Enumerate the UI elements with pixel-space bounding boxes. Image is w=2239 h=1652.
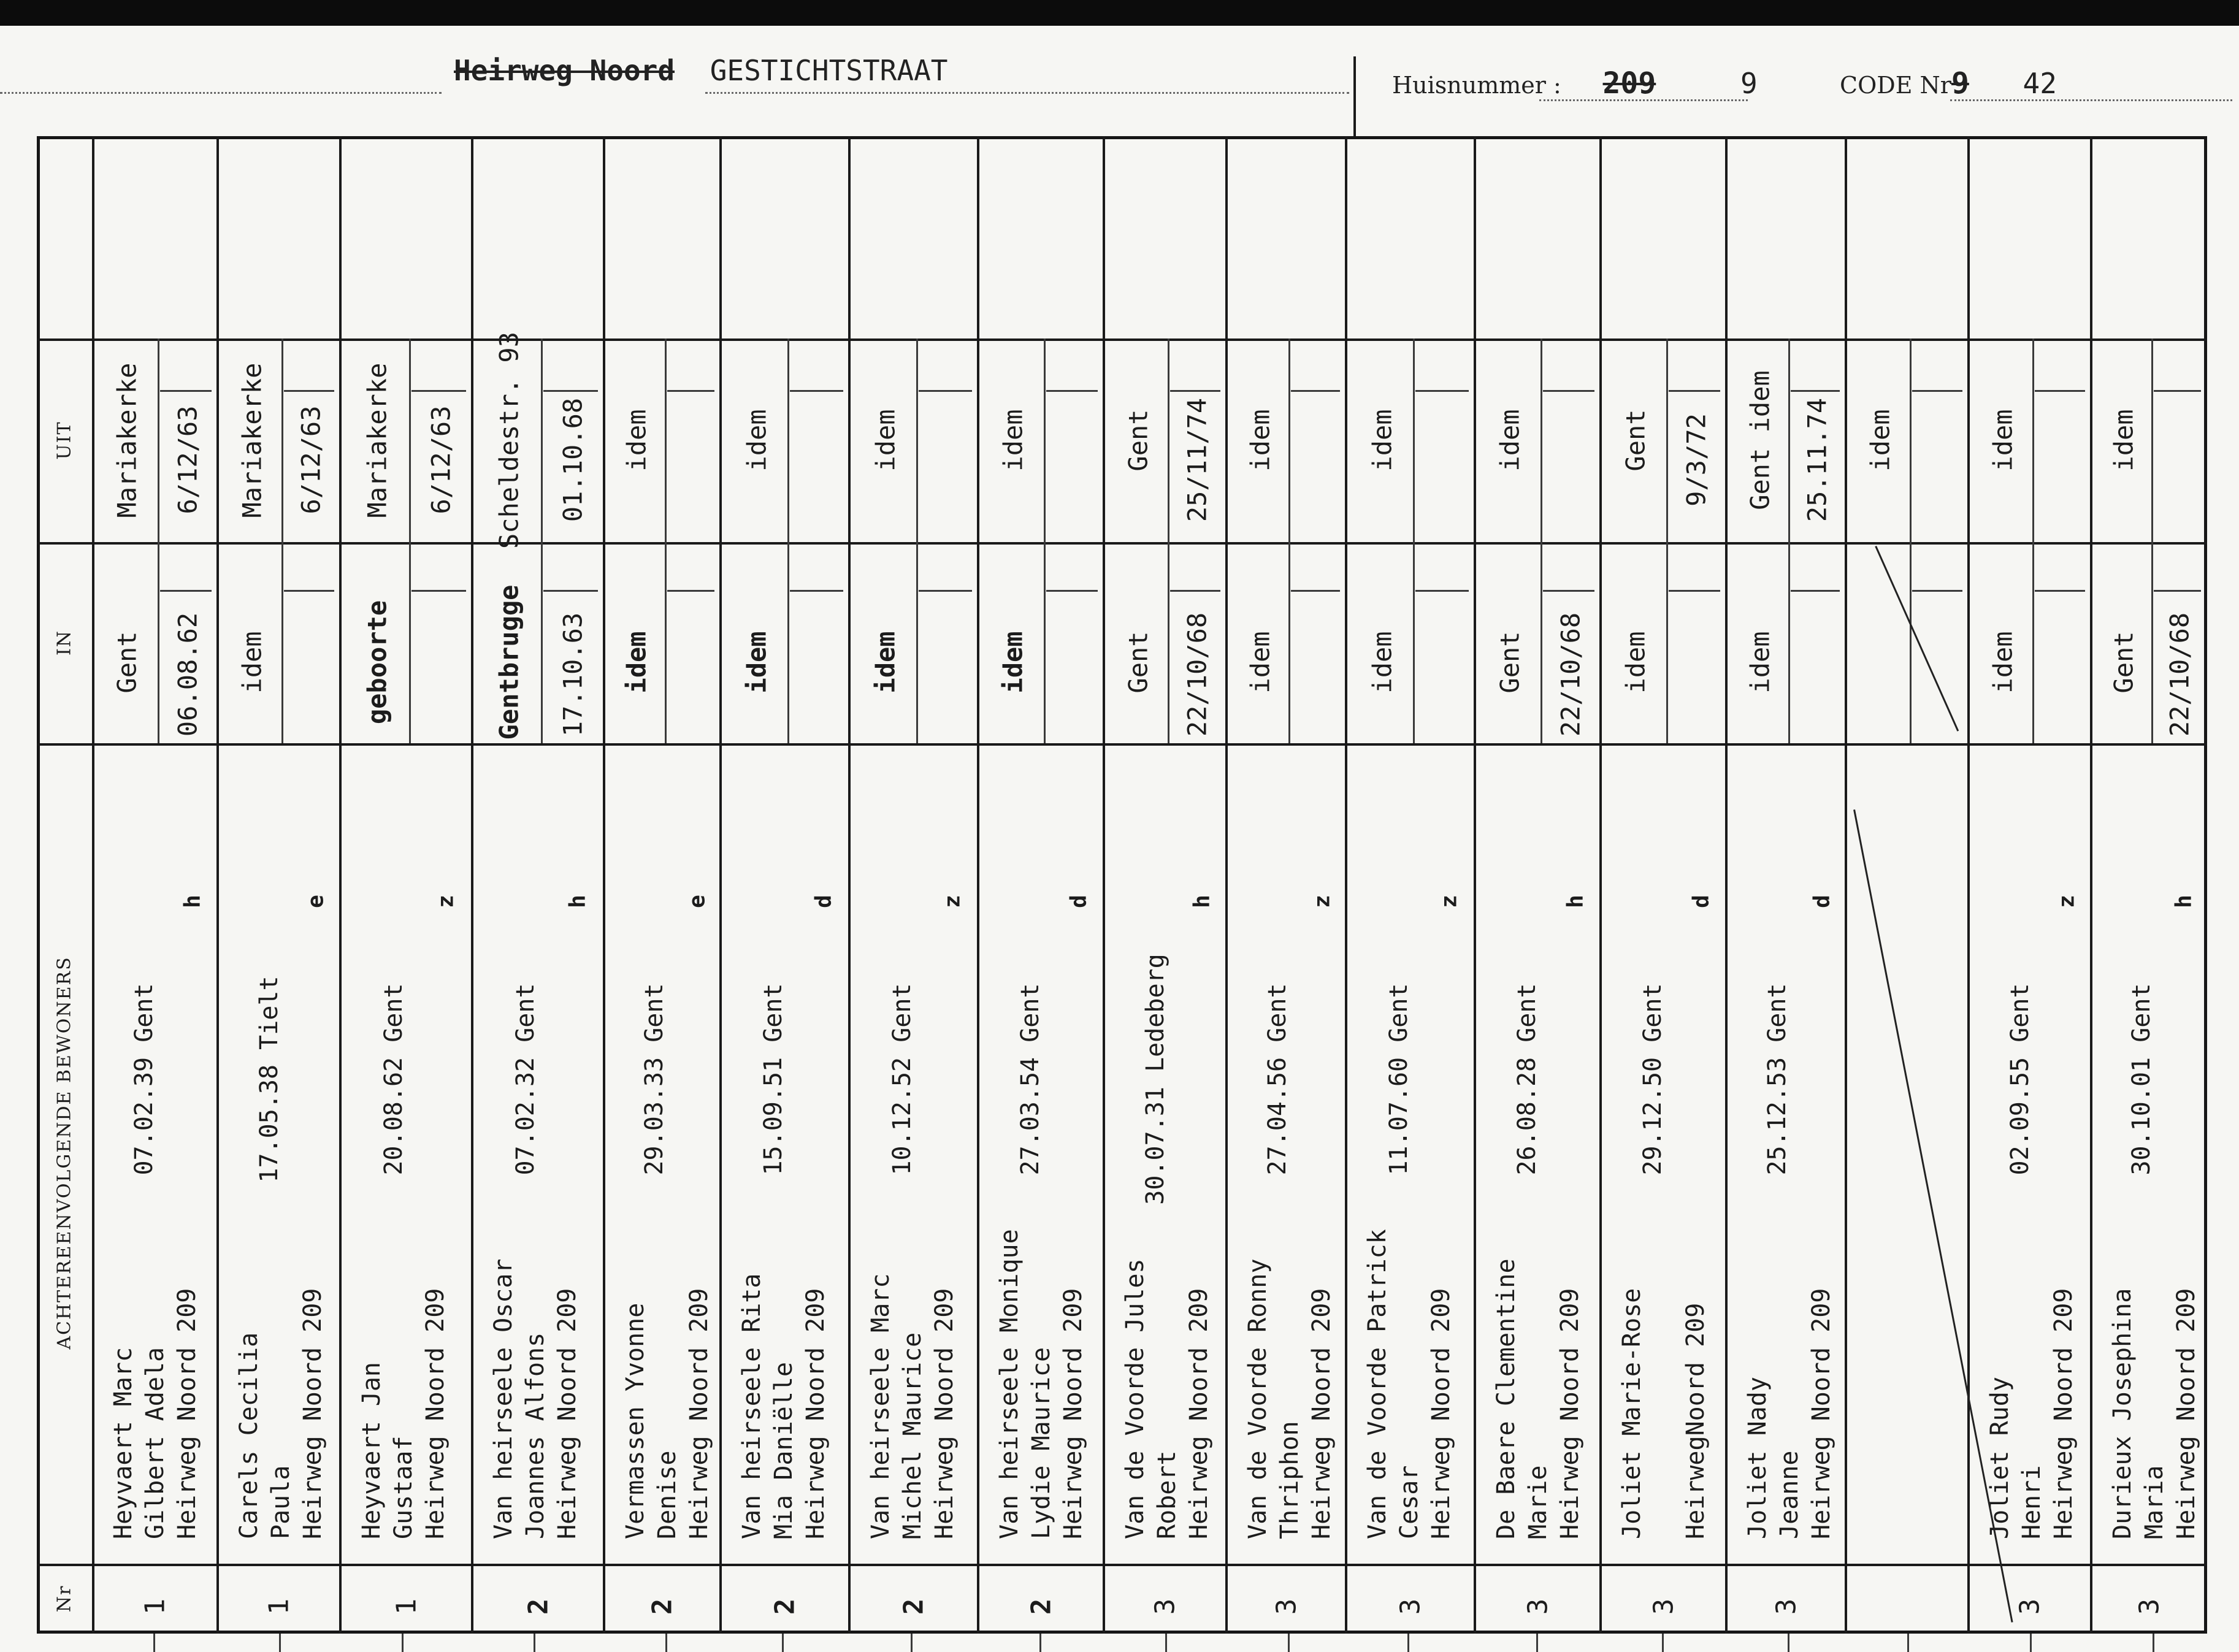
- huisnummer-new: 9: [1740, 67, 1758, 100]
- uit-place: Mariakerke: [112, 362, 142, 518]
- cell-tick: [1912, 390, 1962, 392]
- margin-tick: [1288, 1634, 1290, 1652]
- resident-name-line: Heirweg Noord 209: [1807, 1288, 1835, 1539]
- sub-column-divider: [1910, 542, 1912, 743]
- in-place: idem: [237, 631, 267, 694]
- in-place: Gent: [1123, 631, 1154, 694]
- sub-column-divider: [1168, 338, 1169, 542]
- sub-column-divider: [1413, 338, 1415, 542]
- margin-tick: [1662, 1634, 1664, 1652]
- birth-date-place: 20.08.62 Gent: [380, 983, 408, 1176]
- in-place: Gentbrugge: [494, 584, 524, 740]
- margin-tick: [279, 1634, 281, 1652]
- sub-column-divider: [2032, 338, 2034, 542]
- uit-place: idem: [1495, 409, 1525, 472]
- birth-date-place: 25.12.53 Gent: [1763, 983, 1791, 1176]
- sub-column-divider: [541, 542, 543, 743]
- huisnummer-field: [1392, 66, 1758, 101]
- cell-tick: [543, 390, 598, 392]
- uit-place: idem: [870, 409, 901, 472]
- in-date: 22/10/68: [1182, 612, 1212, 737]
- cell-tick: [1669, 590, 1720, 592]
- cell-tick: [284, 390, 334, 392]
- code-new: 42: [2023, 67, 2057, 100]
- resident-name-line: Van de Voorde Ronny: [1244, 1258, 1272, 1539]
- row-number: 1: [263, 1598, 295, 1615]
- sub-column-divider: [787, 542, 789, 743]
- cell-tick: [1669, 390, 1720, 392]
- sub-column-divider: [2032, 542, 2034, 743]
- resident-name-line: Durieux Josephina: [2108, 1288, 2137, 1539]
- resident-name-line: Van heirseele Rita: [738, 1273, 766, 1539]
- in-place: idem: [1745, 631, 1775, 694]
- cell-tick: [1415, 390, 1469, 392]
- in-date: 22/10/68: [2164, 612, 2195, 737]
- uit-place: idem: [1245, 409, 1276, 472]
- sub-column-divider: [409, 338, 411, 542]
- resident-name-line: Heyvaert Marc: [109, 1347, 137, 1539]
- resident-name-line: Gilbert Adela: [141, 1347, 169, 1539]
- row-divider: [216, 136, 219, 1634]
- cell-tick: [1791, 590, 1840, 592]
- cell-tick: [1291, 390, 1340, 392]
- resident-name-line: Van de Voorde Jules: [1121, 1258, 1149, 1539]
- resident-name-line: Henri: [2018, 1465, 2046, 1539]
- uit-place: idem: [741, 409, 772, 472]
- bewoners-band-top: [92, 743, 2207, 746]
- sex-code: z: [1436, 895, 1462, 908]
- cell-tick: [1791, 390, 1840, 392]
- cell-tick: [790, 390, 843, 392]
- margin-tick: [1907, 1634, 1909, 1652]
- in-place: idem: [1245, 631, 1276, 694]
- in-place: idem: [998, 631, 1028, 694]
- cell-tick: [1415, 590, 1469, 592]
- uit-place: Gent idem: [1745, 370, 1775, 510]
- row-divider: [1103, 136, 1105, 1634]
- birth-date-place: 10.12.52 Gent: [888, 983, 916, 1176]
- birth-date-place: 02.09.55 Gent: [2006, 983, 2034, 1176]
- in-place: idem: [870, 631, 901, 694]
- margin-tick: [153, 1634, 155, 1652]
- uit-date: 6/12/63: [296, 405, 326, 514]
- sub-column-divider: [1168, 542, 1169, 743]
- in-place: Gent: [112, 631, 142, 694]
- in-place: idem: [1988, 631, 2018, 694]
- uit-date: 6/12/63: [172, 405, 203, 514]
- in-place: idem: [621, 631, 652, 694]
- sub-column-divider: [1541, 338, 1542, 542]
- sub-column-divider: [541, 338, 543, 542]
- resident-name-line: Jeanne: [1775, 1450, 1804, 1539]
- cell-tick: [543, 590, 598, 592]
- code-field: [1840, 66, 2057, 101]
- in-date: 06.08.62: [172, 612, 203, 737]
- margin-tick: [534, 1634, 535, 1652]
- header-dotted-line: [0, 92, 442, 94]
- sub-column-divider: [916, 542, 918, 743]
- column-label-bewoners: ACHTEREENVOLGENDE BEWONERS: [53, 956, 75, 1350]
- cell-tick: [160, 590, 212, 592]
- resident-name-line: Van heirseele Monique: [995, 1229, 1024, 1539]
- column-label-uit: UIT: [53, 421, 75, 460]
- resident-name-line: HeirwegNoord 209: [1682, 1302, 1710, 1539]
- resident-name-line: Maria: [2140, 1465, 2168, 1539]
- birth-date-place: 11.07.60 Gent: [1385, 983, 1413, 1176]
- sex-code: h: [1189, 895, 1215, 908]
- uit-place: idem: [998, 409, 1028, 472]
- cell-tick: [2035, 590, 2085, 592]
- sub-column-divider: [1666, 338, 1668, 542]
- birth-date-place: 15.09.51 Gent: [759, 983, 787, 1176]
- resident-name-line: Heirweg Noord 209: [173, 1288, 201, 1539]
- uit-place: idem: [621, 409, 652, 472]
- birth-date-place: 27.04.56 Gent: [1263, 983, 1292, 1176]
- resident-name-line: Heirweg Noord 209: [685, 1288, 713, 1539]
- uit-place: Gent: [1620, 409, 1651, 472]
- resident-name-line: Joliet Marie-Rose: [1618, 1288, 1646, 1539]
- row-divider: [603, 136, 605, 1634]
- in-place: Gent: [1495, 631, 1525, 694]
- uit-place: idem: [1865, 409, 1896, 472]
- resident-name-line: Carels Cecilia: [235, 1332, 263, 1539]
- cell-tick: [1291, 590, 1340, 592]
- sex-code: z: [2054, 895, 2080, 908]
- cell-tick: [919, 390, 972, 392]
- cell-tick: [1543, 590, 1594, 592]
- cell-tick: [2154, 590, 2201, 592]
- in-date: 17.10.63: [557, 612, 588, 737]
- sub-column-divider: [1910, 338, 1912, 542]
- resident-name-line: Heirweg Noord 209: [2172, 1288, 2200, 1539]
- street-new-name: GESTICHTSTRAAT: [710, 54, 948, 87]
- cell-tick: [1170, 590, 1220, 592]
- resident-name-line: Robert: [1153, 1450, 1181, 1539]
- header-dotted-line: [1539, 99, 1748, 101]
- row-divider: [1345, 136, 1347, 1634]
- sub-column-divider: [281, 338, 283, 542]
- resident-name-line: Denise: [653, 1450, 681, 1539]
- row-number: 3: [1149, 1598, 1181, 1615]
- resident-name-line: Mia Daniëlle: [770, 1362, 798, 1539]
- sex-code: z: [940, 895, 965, 908]
- row-divider: [1725, 136, 1728, 1634]
- sub-column-divider: [1788, 542, 1790, 743]
- huisnummer-old: 209: [1602, 66, 1656, 101]
- cell-tick: [667, 390, 714, 392]
- cell-tick: [160, 390, 212, 392]
- row-divider: [1225, 136, 1228, 1634]
- resident-name-line: Van heirseele Oscar: [489, 1258, 518, 1539]
- row-number: 3: [1271, 1598, 1302, 1615]
- cell-tick: [1912, 590, 1962, 592]
- sex-code: z: [1309, 895, 1335, 908]
- huisnummer-label: Huisnummer :: [1392, 72, 1561, 99]
- sub-column-divider: [409, 542, 411, 743]
- resident-name-line: Van heirseele Marc: [867, 1273, 895, 1539]
- margin-tick: [1788, 1634, 1789, 1652]
- row-number: 3: [2014, 1598, 2046, 1615]
- label-column-divider: [92, 136, 94, 1634]
- sex-code: h: [1563, 895, 1588, 908]
- row-number: 3: [1648, 1598, 1679, 1615]
- sub-column-divider: [1044, 338, 1046, 542]
- sub-column-divider: [665, 542, 667, 743]
- row-number: 2: [898, 1598, 930, 1615]
- cell-tick: [284, 590, 334, 592]
- birth-date-place: 17.05.38 Tielt: [255, 976, 283, 1183]
- row-number: 1: [391, 1598, 422, 1615]
- street-header: [454, 54, 947, 87]
- resident-name-line: Joliet Rudy: [1986, 1377, 2014, 1539]
- resident-name-line: Heirweg Noord 209: [930, 1288, 959, 1539]
- margin-tick: [782, 1634, 784, 1652]
- cell-tick: [1046, 390, 1098, 392]
- row-divider: [471, 136, 473, 1634]
- sub-column-divider: [158, 542, 159, 743]
- uit-place: idem: [2108, 409, 2139, 472]
- margin-tick: [1536, 1634, 1538, 1652]
- resident-name-line: De Baere Clementine: [1492, 1258, 1520, 1539]
- cell-tick: [790, 590, 843, 592]
- header-dotted-line: [1950, 99, 2232, 101]
- cell-tick: [1046, 590, 1098, 592]
- resident-name-line: Van de Voorde Patrick: [1363, 1229, 1391, 1539]
- margin-tick: [1165, 1634, 1167, 1652]
- sex-code: d: [1066, 895, 1092, 908]
- row-number: 2: [522, 1598, 554, 1615]
- in-place: geboorte: [362, 600, 392, 725]
- birth-date-place: 29.03.33 Gent: [640, 983, 668, 1176]
- sex-code: h: [180, 895, 205, 908]
- column-label-in: IN: [53, 629, 75, 656]
- birth-date-place: 07.02.32 Gent: [511, 983, 540, 1176]
- cell-tick: [2154, 390, 2201, 392]
- sub-column-divider: [787, 338, 789, 542]
- row-number: 3: [2134, 1598, 2165, 1615]
- cell-tick: [2035, 390, 2085, 392]
- birth-date-place: 07.02.39 Gent: [130, 983, 158, 1176]
- sub-column-divider: [1413, 542, 1415, 743]
- sex-code: z: [433, 895, 459, 908]
- margin-tick: [665, 1634, 667, 1652]
- resident-name-line: Lydie Maurice: [1027, 1347, 1055, 1539]
- in-date: 22/10/68: [1555, 612, 1586, 737]
- sex-code: d: [1809, 895, 1835, 908]
- row-divider: [977, 136, 979, 1634]
- resident-name-line: Heyvaert Jan: [358, 1362, 386, 1539]
- resident-name-line: Heirweg Noord 209: [1059, 1288, 1087, 1539]
- resident-name-line: Heirweg Noord 209: [2050, 1288, 2078, 1539]
- sex-code: h: [2171, 895, 2197, 908]
- cell-tick: [667, 590, 714, 592]
- resident-name-line: Paula: [267, 1465, 295, 1539]
- margin-tick: [1039, 1634, 1041, 1652]
- uit-place: Gent: [1123, 409, 1154, 472]
- uit-place: idem: [1988, 409, 2018, 472]
- resident-name-line: Heirweg Noord 209: [1556, 1288, 1584, 1539]
- header-dotted-line: [705, 92, 1349, 94]
- resident-name-line: Heirweg Noord 209: [1427, 1288, 1455, 1539]
- row-divider: [2090, 136, 2092, 1634]
- row-divider: [1599, 136, 1602, 1634]
- resident-name-line: Heirweg Noord 209: [299, 1288, 327, 1539]
- resident-name-line: Joannes Alfons: [521, 1332, 549, 1539]
- birth-date-place: 30.10.01 Gent: [2127, 983, 2156, 1176]
- uit-place: idem: [1367, 409, 1398, 472]
- uit-date: 25.11.74: [1802, 397, 1832, 522]
- sub-column-divider: [2151, 338, 2153, 542]
- row-number: 1: [139, 1598, 170, 1615]
- code-old: 9: [1951, 66, 1969, 101]
- cell-tick: [411, 390, 466, 392]
- row-divider: [719, 136, 722, 1634]
- sub-column-divider: [158, 338, 159, 542]
- resident-name-line: Cesar: [1395, 1465, 1423, 1539]
- sex-code: d: [1688, 895, 1714, 908]
- resident-name-line: Michel Maurice: [898, 1332, 927, 1539]
- sub-column-divider: [1288, 542, 1290, 743]
- margin-tick: [2153, 1634, 2154, 1652]
- sex-code: h: [565, 895, 591, 908]
- cell-tick: [919, 590, 972, 592]
- birth-date-place: 29.12.50 Gent: [1639, 983, 1667, 1176]
- birth-date-place: 27.03.54 Gent: [1016, 983, 1044, 1176]
- uit-date: 9/3/72: [1681, 413, 1712, 507]
- cell-tick: [1170, 390, 1220, 392]
- resident-name-line: Vermassen Yvonne: [621, 1302, 649, 1539]
- in-place: Gent: [2108, 631, 2139, 694]
- row-divider: [1845, 136, 1847, 1634]
- margin-tick: [402, 1634, 404, 1652]
- header-divider: [1353, 56, 1356, 136]
- row-divider: [1474, 136, 1476, 1634]
- uit-date: 6/12/63: [426, 405, 456, 514]
- uit-place: Mariakerke: [237, 362, 267, 518]
- sub-column-divider: [916, 338, 918, 542]
- resident-name-line: Heirweg Noord 209: [802, 1288, 830, 1539]
- sex-code: e: [684, 895, 710, 908]
- sub-column-divider: [1288, 338, 1290, 542]
- sub-column-divider: [1666, 542, 1668, 743]
- resident-name-line: Gustaaf: [389, 1436, 418, 1539]
- row-number: 3: [1395, 1598, 1426, 1615]
- margin-tick: [911, 1634, 913, 1652]
- in-place: idem: [741, 631, 772, 694]
- row-divider: [848, 136, 851, 1634]
- in-place: idem: [1620, 631, 1651, 694]
- birth-date-place: 26.08.28 Gent: [1513, 983, 1541, 1176]
- margin-tick: [2030, 1634, 2032, 1652]
- row-divider: [339, 136, 342, 1634]
- street-old-name: Heirweg Noord: [454, 54, 675, 87]
- margin-tick: [1407, 1634, 1409, 1652]
- resident-name-line: Heirweg Noord 209: [1307, 1288, 1336, 1539]
- birth-date-place: 30.07.31 Ledeberg: [1141, 954, 1169, 1205]
- row-number: 2: [1025, 1598, 1057, 1615]
- uit-place: Mariakerke: [362, 362, 392, 518]
- uit-date: 25/11/74: [1182, 397, 1212, 522]
- row-number: 3: [1522, 1598, 1553, 1615]
- resident-name-line: Heirweg Noord 209: [421, 1288, 450, 1539]
- row-number: 2: [646, 1598, 678, 1615]
- in-place: idem: [1367, 631, 1398, 694]
- uit-date: 01.10.68: [557, 397, 588, 522]
- row-number: 3: [1770, 1598, 1802, 1615]
- sex-code: d: [811, 895, 836, 908]
- cell-tick: [1543, 390, 1594, 392]
- resident-name-line: Joliet Nady: [1743, 1377, 1772, 1539]
- sub-column-divider: [1788, 338, 1790, 542]
- sub-column-divider: [1541, 542, 1542, 743]
- column-label-nr: Nr: [53, 1585, 75, 1613]
- scan-top-border: [0, 0, 2239, 26]
- sub-column-divider: [1044, 542, 1046, 743]
- sub-column-divider: [2151, 542, 2153, 743]
- resident-name-line: Heirweg Noord 209: [1185, 1288, 1213, 1539]
- resident-name-line: Thriphon: [1276, 1421, 1304, 1539]
- uit-place: Scheldestr. 93: [494, 331, 524, 549]
- sub-column-divider: [665, 338, 667, 542]
- cell-tick: [411, 590, 466, 592]
- sub-column-divider: [281, 542, 283, 743]
- resident-name-line: Marie: [1524, 1465, 1552, 1539]
- nr-band-top: [92, 1564, 2207, 1566]
- row-number: 2: [769, 1598, 801, 1615]
- sex-code: e: [303, 895, 329, 908]
- code-label: CODE Nr: [1840, 72, 1951, 99]
- resident-name-line: Heirweg Noord 209: [553, 1288, 581, 1539]
